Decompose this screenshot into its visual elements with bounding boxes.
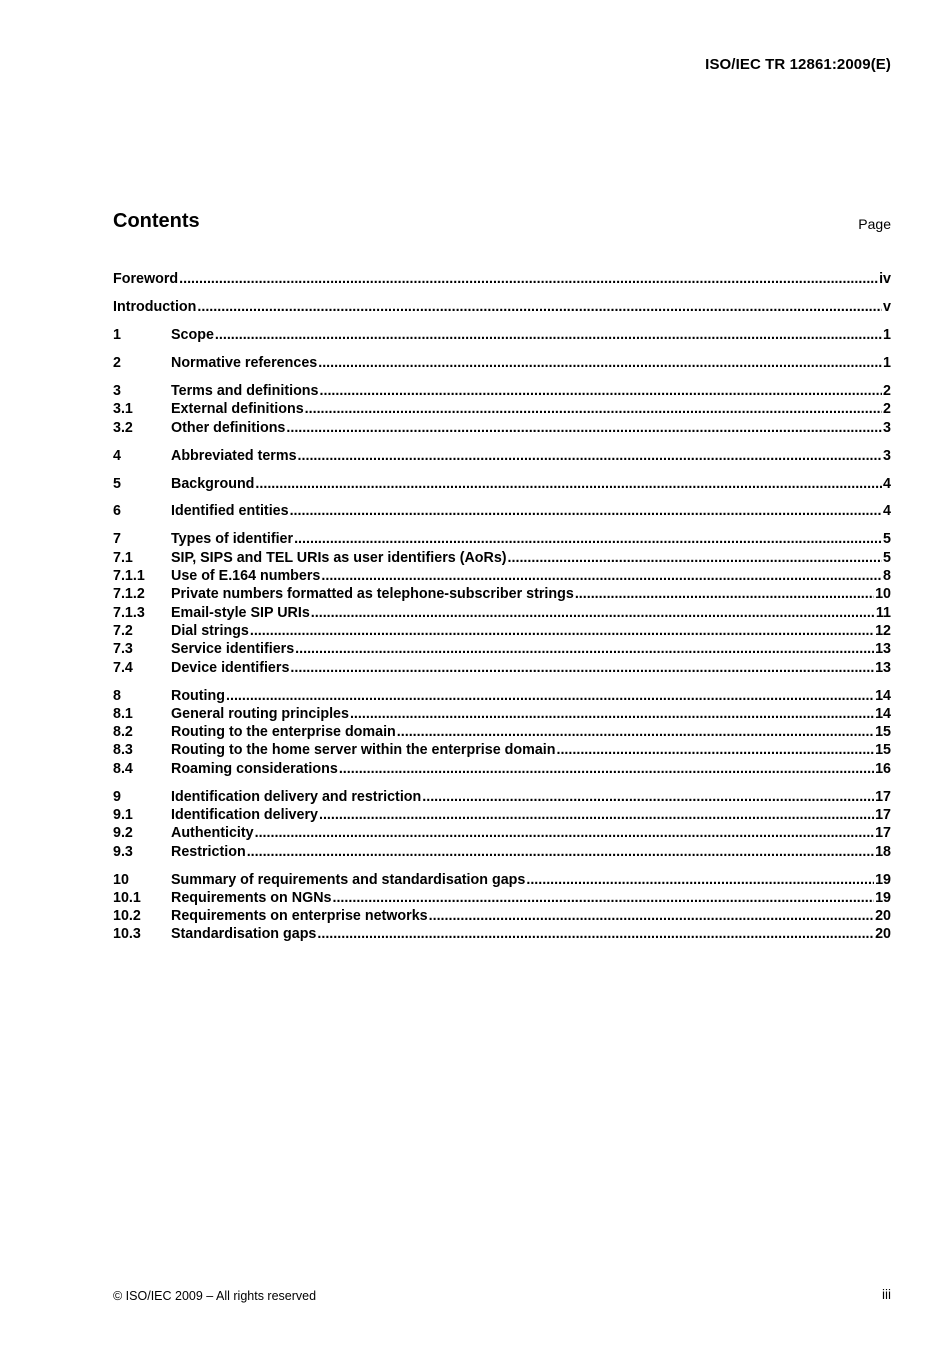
toc-entry-page: 15 <box>875 724 891 741</box>
toc-entry-number: 3.2 <box>113 419 133 436</box>
toc-dot-leader <box>319 806 874 824</box>
toc-entry-number: 1 <box>113 326 121 343</box>
toc-entry-title: Service identifiers <box>171 641 295 658</box>
toc-entry-title: Background <box>171 475 255 492</box>
toc-entry-title: Normative references <box>171 354 318 371</box>
toc-entry-number: 10 <box>113 871 129 888</box>
toc-entry-page: 12 <box>875 622 891 639</box>
toc-entry-page: 1 <box>883 354 891 371</box>
toc-entry-title: Other definitions <box>171 419 286 436</box>
toc-entry-page: 15 <box>875 742 891 759</box>
toc-entry-page: 20 <box>875 926 891 943</box>
toc-entry-title: Routing to the enterprise domain <box>171 724 396 741</box>
toc-entry-title: Introduction <box>113 298 197 315</box>
toc-entry[interactable] <box>113 907 891 925</box>
toc-entry-title: Dial strings <box>171 622 249 639</box>
toc-entry[interactable] <box>113 760 891 778</box>
toc-entry[interactable] <box>113 723 891 741</box>
toc-dot-leader <box>226 687 874 705</box>
toc-dot-leader <box>575 585 874 603</box>
toc-dot-leader <box>320 382 883 400</box>
toc-dot-leader <box>422 788 874 806</box>
toc-dot-leader <box>295 640 874 658</box>
toc-entry-page: v <box>883 298 891 315</box>
toc-entry[interactable] <box>113 687 891 705</box>
toc-entry[interactable] <box>113 604 891 622</box>
toc-entry-page: 17 <box>875 788 891 805</box>
toc-entry-page: 2 <box>883 382 891 399</box>
toc-entry-page: 10 <box>875 586 891 603</box>
toc-entry-title: Identified entities <box>171 503 289 520</box>
toc-entry-title: Identification delivery and restriction <box>171 788 422 805</box>
toc-dot-leader <box>321 567 882 585</box>
toc-entry[interactable] <box>113 741 891 759</box>
toc-entry[interactable] <box>113 622 891 640</box>
toc-entry-title: Roaming considerations <box>171 760 338 777</box>
toc-dot-leader <box>508 549 883 567</box>
toc-dot-leader <box>255 824 874 842</box>
toc-entry-page: 5 <box>883 549 891 566</box>
toc-entry[interactable] <box>113 659 891 677</box>
toc-dot-leader <box>350 705 874 723</box>
toc-dot-leader <box>318 354 882 372</box>
toc-entry-number: 8 <box>113 687 121 704</box>
contents-heading: Contents <box>113 210 200 232</box>
toc-entry[interactable] <box>113 419 891 437</box>
toc-entry-page: 17 <box>875 825 891 842</box>
toc-entry-title: Routing to the home server within the enterprise domain <box>171 742 556 759</box>
toc-entry[interactable] <box>113 925 891 943</box>
toc-entry-number: 7.1.3 <box>113 604 145 621</box>
toc-entry[interactable] <box>113 705 891 723</box>
toc-entry-number: 8.4 <box>113 760 133 777</box>
toc-entry-title: Standardisation gaps <box>171 926 317 943</box>
toc-entry-page: 18 <box>875 843 891 860</box>
toc-entry[interactable] <box>113 400 891 418</box>
toc-dot-leader <box>197 298 882 316</box>
toc-entry-title: Routing <box>171 687 225 704</box>
toc-entry-title: Terms and definitions <box>171 382 319 399</box>
toc-entry-title: General routing principles <box>171 705 349 722</box>
toc-entry[interactable] <box>113 640 891 658</box>
toc-entry-number: 7.1 <box>113 549 133 566</box>
toc-dot-leader <box>429 907 874 925</box>
toc-entry[interactable] <box>113 270 891 288</box>
toc-entry[interactable] <box>113 824 891 842</box>
toc-entry-title: Abbreviated terms <box>171 447 297 464</box>
toc-entry[interactable] <box>113 530 891 548</box>
toc-dot-leader <box>317 925 874 943</box>
toc-entry-page: 14 <box>875 687 891 704</box>
toc-entry-page: 19 <box>875 889 891 906</box>
toc-dot-leader <box>286 419 882 437</box>
toc-entry[interactable] <box>113 806 891 824</box>
toc-entry-page: 8 <box>883 568 891 585</box>
toc-entry-page: 16 <box>875 760 891 777</box>
toc-entry-number: 9 <box>113 788 121 805</box>
toc-entry-page: 5 <box>883 531 891 548</box>
toc-dot-leader <box>305 400 882 418</box>
toc-dot-leader <box>311 604 875 622</box>
toc-entry-title: Restriction <box>171 843 246 860</box>
toc-entry[interactable] <box>113 298 891 316</box>
toc-dot-leader <box>526 871 874 889</box>
footer-copyright: © ISO/IEC 2009 – All rights reserved <box>113 1289 317 1303</box>
toc-entry-page: 2 <box>883 401 891 418</box>
toc-entry-number: 2 <box>113 354 121 371</box>
toc-dot-leader <box>215 326 882 344</box>
toc-entry-number: 10.2 <box>113 908 141 925</box>
toc-entry-title: SIP, SIPS and TEL URIs as user identifiers (AoRs) <box>171 549 507 566</box>
toc-entry-page: 19 <box>875 871 891 888</box>
toc-entry-page: 14 <box>875 705 891 722</box>
toc-dot-leader <box>294 530 882 548</box>
document-identifier: ISO/IEC TR 12861:2009(E) <box>705 56 891 73</box>
toc-dot-leader <box>255 475 882 493</box>
toc-entry-number: 3 <box>113 382 121 399</box>
page-column-label: Page <box>858 216 891 232</box>
toc-entry-number: 7.3 <box>113 641 133 658</box>
toc-entry-title: Device identifiers <box>171 659 290 676</box>
toc-entry[interactable] <box>113 889 891 907</box>
footer-page-number: iii <box>882 1287 891 1302</box>
toc-dot-leader <box>556 741 874 759</box>
toc-entry-title: Identification delivery <box>171 807 318 823</box>
toc-entry-title: Email-style SIP URIs <box>171 604 310 621</box>
toc-entry-page: 4 <box>883 475 891 492</box>
toc-entry-number: 7.4 <box>113 659 133 676</box>
toc-entry[interactable] <box>113 843 891 861</box>
toc-entry-number: 9.3 <box>113 843 133 860</box>
table-of-contents <box>113 270 891 944</box>
toc-entry[interactable] <box>113 549 891 567</box>
toc-entry-page: 1 <box>883 326 891 343</box>
toc-dot-leader <box>339 760 874 778</box>
toc-dot-leader <box>290 502 882 520</box>
toc-dot-leader <box>397 723 874 741</box>
toc-entry[interactable] <box>113 382 891 400</box>
toc-entry[interactable] <box>113 502 891 520</box>
toc-entry-number: 3.1 <box>113 401 133 418</box>
toc-dot-leader <box>250 622 874 640</box>
toc-entry-title: Requirements on NGNs <box>171 889 332 906</box>
toc-dot-leader <box>290 659 874 677</box>
toc-entry-number: 6 <box>113 503 121 520</box>
toc-entry[interactable] <box>113 871 891 889</box>
toc-entry-page: 3 <box>883 419 891 436</box>
toc-entry-number: 5 <box>113 475 121 492</box>
toc-entry-number: 7 <box>113 531 121 548</box>
toc-entry-number: 9.1 <box>113 807 133 823</box>
toc-entry[interactable] <box>113 475 891 493</box>
toc-entry-page: 4 <box>883 503 891 520</box>
toc-entry-title: Requirements on enterprise networks <box>171 908 428 925</box>
toc-entry-number: 8.1 <box>113 705 133 722</box>
toc-entry-number: 10.1 <box>113 889 141 906</box>
toc-entry-page: iv <box>879 271 891 287</box>
toc-entry-number: 7.2 <box>113 622 133 639</box>
toc-entry[interactable] <box>113 447 891 465</box>
toc-entry-number: 7.1.2 <box>113 586 145 603</box>
toc-entry-number: 8.3 <box>113 742 133 759</box>
toc-entry[interactable] <box>113 354 891 372</box>
toc-entry-number: 9.2 <box>113 825 133 842</box>
toc-entry-title: Scope <box>171 326 214 343</box>
toc-entry-number: 7.1.1 <box>113 568 145 585</box>
toc-entry[interactable] <box>113 326 891 344</box>
toc-entry-title: External definitions <box>171 401 304 418</box>
toc-entry-title: Types of identifier <box>171 531 294 548</box>
toc-entry[interactable] <box>113 567 891 585</box>
toc-entry-page: 11 <box>875 604 891 621</box>
toc-dot-leader <box>179 270 878 288</box>
toc-entry-title: Private numbers formatted as telephone-subscriber strings <box>171 586 574 603</box>
toc-entry-number: 10.3 <box>113 926 141 943</box>
toc-entry-page: 20 <box>875 908 891 925</box>
toc-entry-page: 13 <box>875 659 891 676</box>
toc-entry-title: Authenticity <box>171 825 254 842</box>
toc-entry-title: Foreword <box>113 271 179 287</box>
toc-entry-page: 13 <box>875 641 891 658</box>
toc-entry-page: 17 <box>875 807 891 823</box>
toc-entry-number: 4 <box>113 447 121 464</box>
toc-entry-title: Summary of requirements and standardisation gaps <box>171 871 526 888</box>
toc-entry-page: 3 <box>883 447 891 464</box>
toc-entry[interactable] <box>113 788 891 806</box>
toc-entry-number: 8.2 <box>113 724 133 741</box>
toc-dot-leader <box>332 889 874 907</box>
toc-entry-title: Use of E.164 numbers <box>171 568 321 585</box>
toc-dot-leader <box>247 843 874 861</box>
toc-entry[interactable] <box>113 585 891 603</box>
toc-dot-leader <box>298 447 883 465</box>
